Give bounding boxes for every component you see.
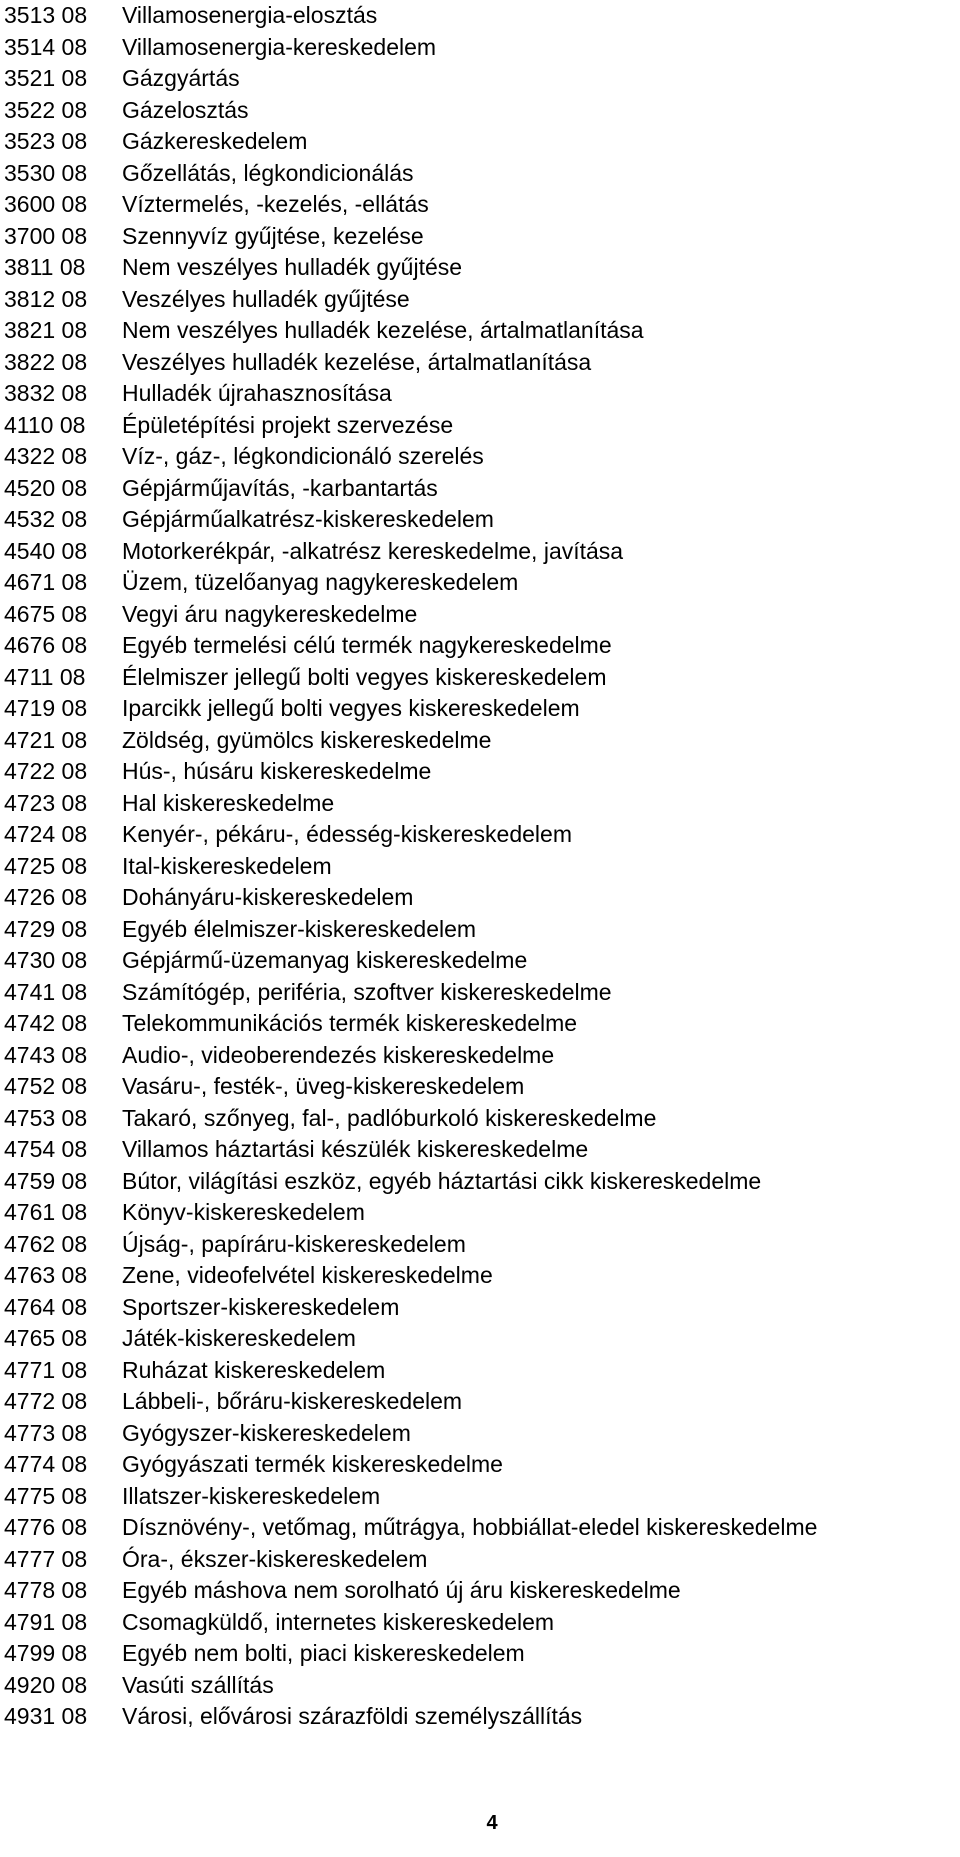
activity-description: Városi, elővárosi szárazföldi személyszállítás — [122, 1703, 583, 1729]
activity-description: Számítógép, periféria, szoftver kiskereskedelme — [122, 978, 612, 1005]
list-item — [4, 189, 960, 221]
list-item — [4, 1481, 960, 1513]
list-item — [4, 1292, 960, 1324]
activity-description: Lábbeli-, bőráru-kiskereskedelem — [122, 1388, 463, 1414]
activity-description: Vasúti szállítás — [122, 1671, 274, 1698]
list-item — [4, 1418, 960, 1450]
activity-code: 4752 08 — [4, 1073, 88, 1099]
list-item — [4, 158, 960, 190]
activity-description: Szennyvíz gyűjtése, kezelése — [122, 222, 424, 249]
activity-description: Gyógyászati termék kiskereskedelme — [122, 1451, 503, 1477]
activity-description: Gépjárműjavítás, -karbantartás — [122, 474, 438, 501]
activity-code: 4110 08 — [4, 411, 86, 438]
activity-code-list — [4, 0, 960, 1733]
activity-description: Motorkerékpár, -alkatrész kereskedelme, javítása — [122, 537, 624, 564]
activity-code: 4671 08 — [4, 569, 88, 595]
activity-description: Gőzellátás, légkondicionálás — [122, 159, 414, 186]
list-item — [4, 630, 960, 662]
activity-code: 3832 08 — [4, 380, 88, 406]
list-item — [4, 567, 960, 599]
activity-description: Újság-, papíráru-kiskereskedelem — [122, 1230, 466, 1257]
list-item — [4, 945, 960, 977]
activity-code: 4759 08 — [4, 1167, 88, 1194]
list-item — [4, 126, 960, 158]
activity-description: Gázgyártás — [122, 65, 240, 91]
activity-code: 3700 08 — [4, 222, 88, 249]
list-item — [4, 1323, 960, 1355]
list-item — [4, 1197, 960, 1229]
list-item — [4, 221, 960, 253]
activity-description: Óra-, ékszer-kiskereskedelem — [122, 1545, 428, 1572]
activity-description: Dohányáru-kiskereskedelem — [122, 884, 414, 910]
activity-code: 4771 08 — [4, 1356, 88, 1383]
activity-description: Nem veszélyes hulladék kezelése, ártalmatlanítása — [122, 317, 644, 343]
activity-description: Villamosenergia-elosztás — [122, 2, 378, 28]
activity-description: Dísznövény-, vetőmag, műtrágya, hobbiállat-eledel kiskereskedelme — [122, 1514, 818, 1540]
activity-code: 4765 08 — [4, 1325, 88, 1351]
list-item — [4, 1166, 960, 1198]
activity-code: 4799 08 — [4, 1640, 88, 1666]
activity-description: Élelmiszer jellegű bolti vegyes kiskereskedelem — [122, 663, 607, 690]
activity-description: Villamosenergia-kereskedelem — [122, 33, 437, 60]
list-item — [4, 1229, 960, 1261]
activity-code: 4721 08 — [4, 726, 88, 753]
list-item — [4, 252, 960, 284]
list-item — [4, 725, 960, 757]
activity-description: Víztermelés, -kezelés, -ellátás — [122, 191, 429, 217]
list-item — [4, 410, 960, 442]
list-item — [4, 1449, 960, 1481]
activity-code: 3811 08 — [4, 254, 86, 280]
list-item — [4, 1575, 960, 1607]
activity-description: Gépjármű-üzemanyag kiskereskedelme — [122, 947, 528, 973]
activity-code: 4775 08 — [4, 1482, 88, 1509]
list-item — [4, 347, 960, 379]
list-item — [4, 1355, 960, 1387]
activity-description: Sportszer-kiskereskedelem — [122, 1293, 400, 1320]
list-item — [4, 1008, 960, 1040]
activity-code: 4741 08 — [4, 978, 88, 1005]
activity-description: Zene, videofelvétel kiskereskedelme — [122, 1262, 493, 1288]
activity-code: 4743 08 — [4, 1041, 88, 1068]
list-item — [4, 32, 960, 64]
list-item — [4, 1040, 960, 1072]
activity-code: 4764 08 — [4, 1293, 88, 1320]
activity-code: 4763 08 — [4, 1262, 88, 1288]
activity-description: Könyv-kiskereskedelem — [122, 1199, 365, 1225]
list-item — [4, 788, 960, 820]
activity-description: Épületépítési projekt szervezése — [122, 411, 454, 438]
activity-code: 4520 08 — [4, 474, 88, 501]
page-number: 4 — [486, 1812, 498, 1834]
activity-description: Bútor, világítási eszköz, egyéb háztartási cikk kiskereskedelme — [122, 1167, 762, 1194]
activity-code: 4774 08 — [4, 1451, 88, 1477]
activity-description: Takaró, szőnyeg, fal-, padlóburkoló kiskereskedelme — [122, 1104, 657, 1131]
list-item — [4, 599, 960, 631]
activity-description: Zöldség, gyümölcs kiskereskedelme — [122, 726, 492, 753]
activity-code: 4540 08 — [4, 537, 88, 564]
activity-code: 4676 08 — [4, 632, 88, 658]
activity-code: 4762 08 — [4, 1230, 88, 1257]
list-item — [4, 977, 960, 1009]
list-item — [4, 882, 960, 914]
list-item — [4, 756, 960, 788]
list-item — [4, 1670, 960, 1702]
activity-code: 4776 08 — [4, 1514, 88, 1540]
activity-code: 4719 08 — [4, 695, 88, 721]
activity-code: 4322 08 — [4, 443, 88, 469]
activity-code: 3523 08 — [4, 128, 88, 154]
activity-description: Gépjárműalkatrész-kiskereskedelem — [122, 506, 494, 532]
activity-code: 3530 08 — [4, 159, 88, 186]
list-item — [4, 473, 960, 505]
activity-code: 4711 08 — [4, 663, 86, 690]
activity-description: Hulladék újrahasznosítása — [122, 380, 392, 406]
activity-code: 4730 08 — [4, 947, 88, 973]
activity-code: 4675 08 — [4, 600, 88, 627]
activity-description: Egyéb élelmiszer-kiskereskedelem — [122, 915, 477, 942]
activity-description: Hal kiskereskedelme — [122, 789, 335, 816]
activity-description: Veszélyes hulladék kezelése, ártalmatlanítása — [122, 348, 592, 375]
list-item — [4, 1071, 960, 1103]
list-item — [4, 1512, 960, 1544]
list-item — [4, 504, 960, 536]
activity-code: 4754 08 — [4, 1136, 88, 1162]
activity-description: Üzem, tüzelőanyag nagykereskedelem — [122, 569, 519, 595]
activity-description: Egyéb máshova nem sorolható új áru kiskereskedelme — [122, 1577, 681, 1603]
list-item — [4, 851, 960, 883]
list-item — [4, 693, 960, 725]
activity-code: 4532 08 — [4, 506, 88, 532]
activity-description: Csomagküldő, internetes kiskereskedelem — [122, 1608, 555, 1635]
activity-description: Nem veszélyes hulladék gyűjtése — [122, 254, 463, 280]
activity-code: 3514 08 — [4, 33, 88, 60]
activity-code: 4773 08 — [4, 1419, 88, 1446]
list-item — [4, 95, 960, 127]
list-item — [4, 1607, 960, 1639]
list-item — [4, 536, 960, 568]
activity-code: 4723 08 — [4, 789, 88, 816]
activity-code: 3522 08 — [4, 96, 88, 123]
activity-code: 3600 08 — [4, 191, 88, 217]
list-item — [4, 1701, 960, 1733]
list-item — [4, 1134, 960, 1166]
activity-description: Illatszer-kiskereskedelem — [122, 1482, 381, 1509]
activity-code: 4920 08 — [4, 1671, 88, 1698]
list-item — [4, 441, 960, 473]
activity-code: 4742 08 — [4, 1010, 88, 1036]
activity-description: Gyógyszer-kiskereskedelem — [122, 1419, 411, 1446]
activity-description: Villamos háztartási készülék kiskereskedelme — [122, 1136, 589, 1162]
activity-code: 4722 08 — [4, 758, 88, 784]
activity-description: Víz-, gáz-, légkondicionáló szerelés — [122, 443, 484, 469]
activity-description: Iparcikk jellegű bolti vegyes kiskereskedelem — [122, 695, 580, 721]
activity-code: 4931 08 — [4, 1703, 88, 1729]
list-item — [4, 63, 960, 95]
activity-code: 4726 08 — [4, 884, 88, 910]
activity-code: 4778 08 — [4, 1577, 88, 1603]
activity-description: Gázelosztás — [122, 96, 249, 123]
list-item — [4, 378, 960, 410]
activity-description: Egyéb nem bolti, piaci kiskereskedelem — [122, 1640, 525, 1666]
list-item — [4, 284, 960, 316]
activity-code: 3821 08 — [4, 317, 88, 343]
activity-code: 4753 08 — [4, 1104, 88, 1131]
activity-code: 3812 08 — [4, 285, 88, 312]
activity-code: 4729 08 — [4, 915, 88, 942]
activity-description: Ital-kiskereskedelem — [122, 852, 332, 879]
list-item — [4, 1638, 960, 1670]
list-item — [4, 662, 960, 694]
activity-description: Játék-kiskereskedelem — [122, 1325, 356, 1351]
activity-code: 3521 08 — [4, 65, 88, 91]
activity-code: 4772 08 — [4, 1388, 88, 1414]
activity-description: Audio-, videoberendezés kiskereskedelme — [122, 1041, 555, 1068]
activity-description: Veszélyes hulladék gyűjtése — [122, 285, 410, 312]
list-item — [4, 1544, 960, 1576]
activity-description: Egyéb termelési célú termék nagykereskedelme — [122, 632, 612, 658]
list-item — [4, 0, 960, 32]
activity-description: Vasáru-, festék-, üveg-kiskereskedelem — [122, 1073, 525, 1099]
activity-code: 3513 08 — [4, 2, 88, 28]
list-item — [4, 914, 960, 946]
activity-code: 4777 08 — [4, 1545, 88, 1572]
list-item — [4, 1386, 960, 1418]
activity-description: Ruházat kiskereskedelem — [122, 1356, 386, 1383]
activity-description: Hús-, húsáru kiskereskedelme — [122, 758, 432, 784]
list-item — [4, 1260, 960, 1292]
list-item — [4, 315, 960, 347]
activity-description: Telekommunikációs termék kiskereskedelme — [122, 1010, 578, 1036]
activity-description: Gázkereskedelem — [122, 128, 308, 154]
activity-code: 3822 08 — [4, 348, 88, 375]
activity-description: Kenyér-, pékáru-, édesség-kiskereskedelem — [122, 821, 572, 847]
activity-code: 4724 08 — [4, 821, 88, 847]
list-item — [4, 1103, 960, 1135]
activity-code: 4761 08 — [4, 1199, 88, 1225]
activity-description: Vegyi áru nagykereskedelme — [122, 600, 418, 627]
activity-code: 4725 08 — [4, 852, 88, 879]
activity-code: 4791 08 — [4, 1608, 88, 1635]
list-item — [4, 819, 960, 851]
